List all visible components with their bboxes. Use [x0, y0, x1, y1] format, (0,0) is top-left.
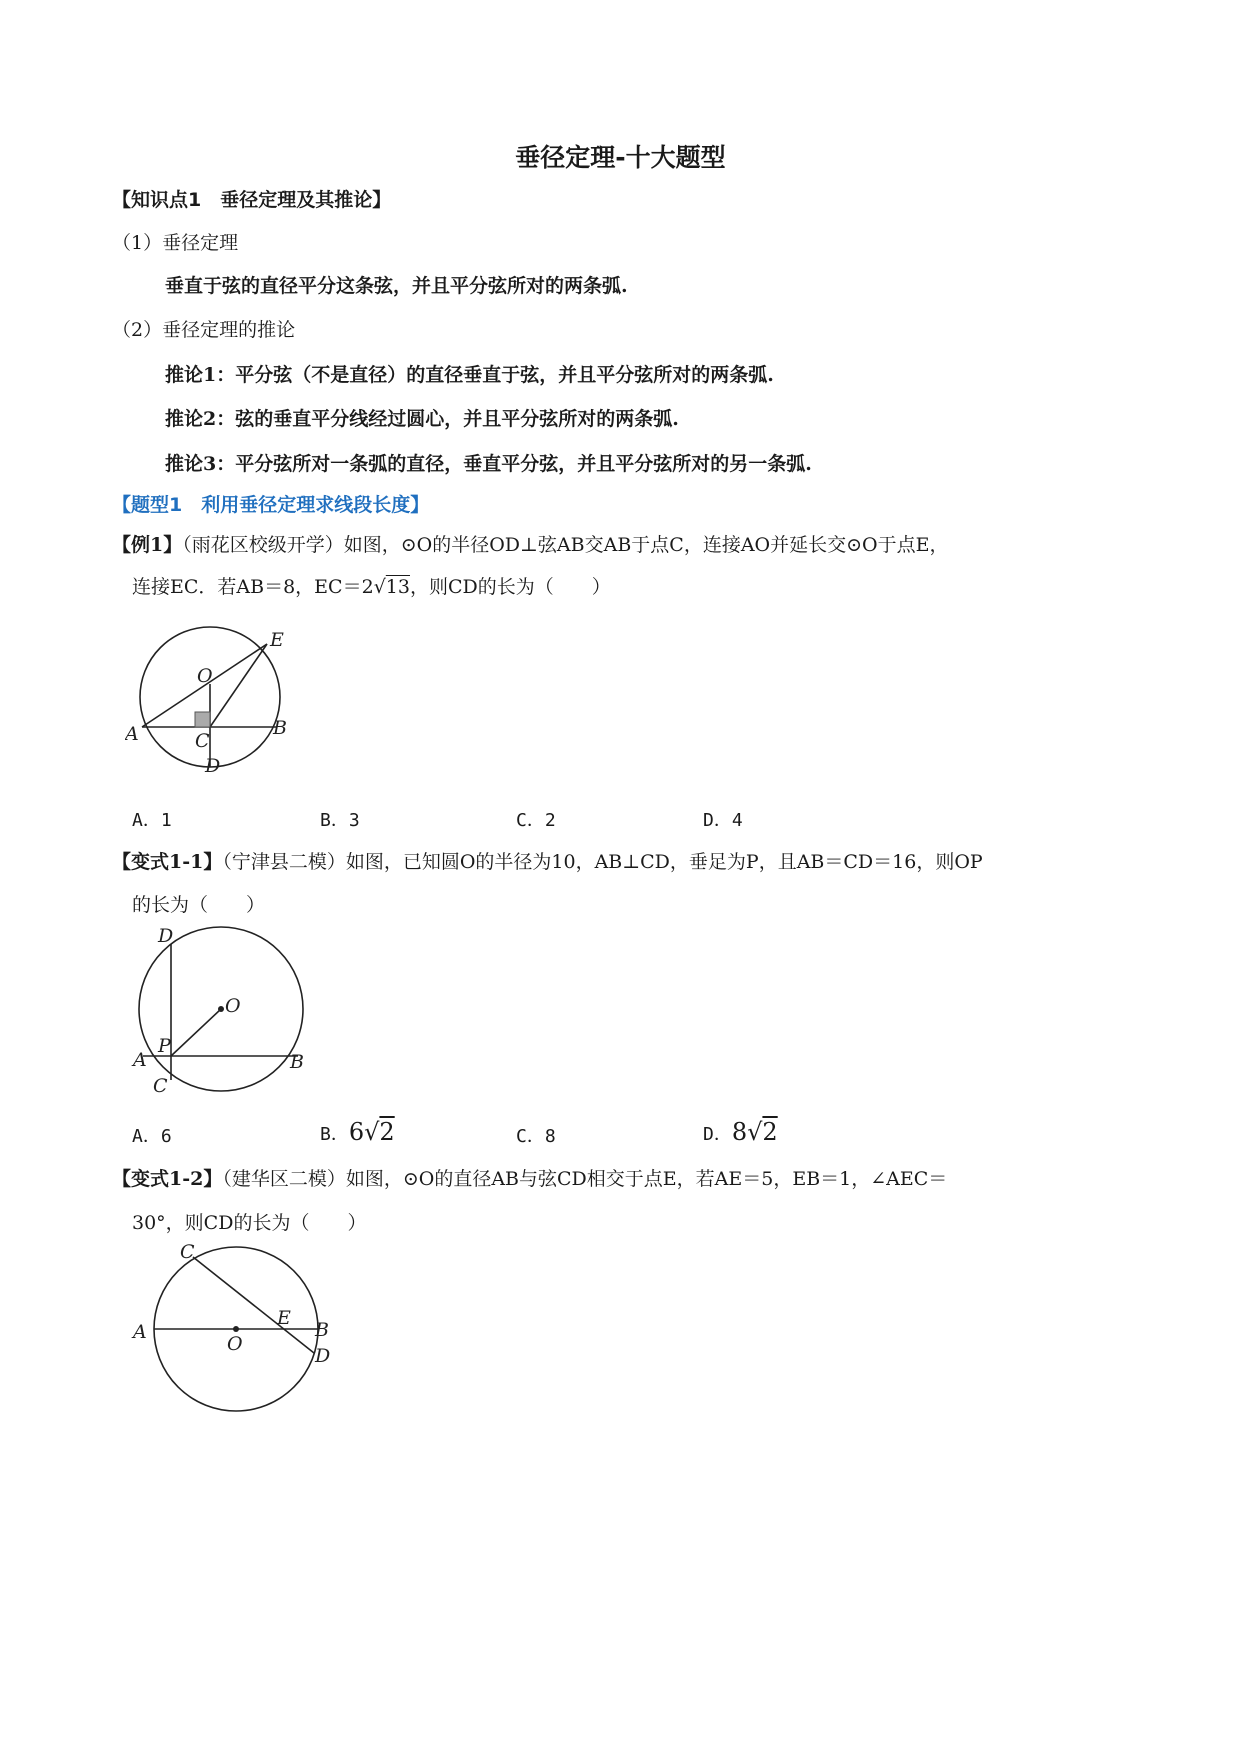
label-O: O [197, 665, 213, 687]
section-2-heading: （2）垂径定理的推论 [112, 319, 296, 341]
knowledge-point-heading: 【知识点1 垂径定理及其推论】 [112, 189, 392, 211]
example-1-option-a: A．1 [132, 810, 172, 831]
variant-1-1-line-1 [112, 847, 983, 874]
label-O: O [227, 1333, 243, 1355]
question-type-heading: 【题型1 利用垂径定理求线段长度】 [112, 494, 430, 516]
example-1-tag: 【例1】 [112, 534, 183, 556]
example-1-text: （雨花区校级开学）如图，⊙O的半径OD⊥弦AB交AB于点C，连接AO并延长交⊙O于点E， [182, 534, 949, 556]
variant-1-1-option-c: C．8 [516, 1126, 556, 1147]
label-C: C [195, 730, 210, 752]
example-1-option-c: C．2 [516, 810, 556, 831]
corollary-3: 推论3：平分弦所对一条弧的直径，垂直平分弦，并且平分弦所对的另一条弧. [165, 453, 812, 475]
label-D: D [158, 925, 174, 947]
variant-1-2-line-2: 30°，则CD的长为（ ） [132, 1212, 367, 1234]
label-E: E [270, 629, 284, 651]
variant-1-2-tag: 【变式1-2】 [112, 1168, 223, 1190]
label-B: B [273, 717, 287, 739]
variant-1-1-figure [125, 920, 315, 1100]
label-A: A [133, 1321, 147, 1343]
variant-1-2-line-1 [112, 1164, 947, 1191]
label-D: D [315, 1345, 331, 1367]
variant-1-2-figure [125, 1240, 345, 1420]
example-1-line-2: 连接EC．若AB＝8，EC＝2√13，则CD的长为（ ） [132, 576, 611, 598]
example-1-option-d: D．4 [703, 810, 743, 831]
variant-1-1-option-b: B．6√2 [320, 1118, 395, 1146]
label-D: D [205, 755, 221, 777]
variant-1-1-option-a: A．6 [132, 1126, 172, 1147]
variant-1-1-line-2: 的长为（ ） [132, 894, 266, 916]
label-A: A [125, 723, 139, 745]
variant-1-1-text: （宁津县二模）如图，已知圆O的半径为10，AB⊥CD，垂足为P，且AB＝CD＝16，则OP [222, 851, 983, 873]
page-title: 垂径定理-十大题型 [515, 143, 726, 172]
label-C: C [153, 1075, 168, 1097]
sqrt-13: √13 [373, 576, 410, 598]
example-1-figure [125, 620, 315, 790]
theorem-text: 垂直于弦的直径平分这条弦，并且平分弦所对的两条弧. [165, 275, 628, 297]
example-1-option-b: B．3 [320, 810, 360, 831]
example-1-line-1 [112, 530, 948, 557]
label-B: B [315, 1319, 329, 1341]
label-C: C [180, 1241, 195, 1263]
variant-1-1-tag: 【变式1-1】 [112, 851, 223, 873]
section-1-heading: （1）垂径定理 [112, 232, 239, 254]
label-P: P [158, 1035, 171, 1057]
label-O: O [225, 995, 241, 1017]
corollary-2: 推论2：弦的垂直平分线经过圆心，并且平分弦所对的两条弧. [165, 408, 679, 430]
corollary-1: 推论1：平分弦（不是直径）的直径垂直于弦，并且平分弦所对的两条弧. [165, 364, 774, 386]
variant-1-2-text: （建华区二模）如图，⊙O的直径AB与弦CD相交于点E，若AE＝5，EB＝1，∠AEC＝ [222, 1168, 948, 1190]
label-B: B [290, 1051, 304, 1073]
label-E: E [277, 1307, 291, 1329]
label-A: A [133, 1049, 147, 1071]
variant-1-1-option-d: D．8√2 [703, 1118, 778, 1146]
